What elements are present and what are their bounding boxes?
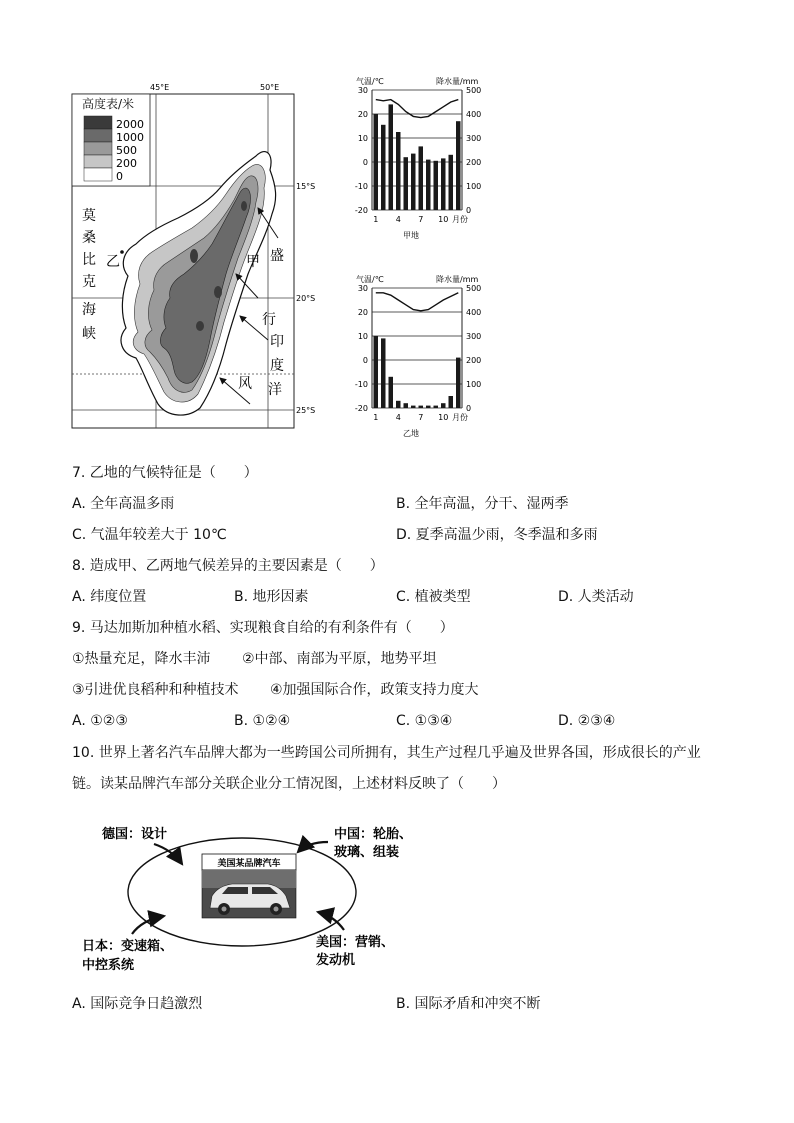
precip-bar	[449, 155, 454, 210]
q10-option-a[interactable]: A. 国际竞争日趋激烈	[72, 996, 203, 1012]
month-tick-label: 4	[395, 215, 401, 224]
svg-text:度: 度	[270, 358, 284, 374]
q9-stem: 9. 马达加斯加种植水稻、实现粮食自给的有利条件有（ ）	[72, 620, 454, 636]
precip-bar	[374, 336, 379, 408]
month-tick-label: 7	[418, 215, 424, 224]
q9-item-2: ②中部、南部为平原，地势平坦	[242, 651, 437, 667]
legend-value: 2000	[116, 118, 144, 131]
climate-chart-jia	[340, 74, 490, 246]
precip-bar	[381, 125, 386, 210]
precip-bar	[389, 104, 394, 210]
peak-2000m-4	[241, 201, 247, 211]
temp-axis-label: 气温/℃	[356, 275, 384, 284]
legend-swatch	[84, 142, 112, 155]
precip-bar	[426, 160, 431, 210]
usa-label-line1: 美国：营销、	[316, 935, 395, 950]
svg-text:莫: 莫	[82, 208, 96, 224]
precip-bar	[441, 403, 446, 408]
month-tick-label: 1	[373, 413, 379, 422]
q10-stem-line2: 链。读某品牌汽车部分关联企业分工情况图，上述材料反映了（ ）	[72, 776, 506, 792]
svg-text:盛: 盛	[270, 248, 284, 264]
legend-swatch	[84, 116, 112, 129]
q9-item-3: ③引进优良稻种和种植技术	[72, 682, 239, 698]
q8-stem: 8. 造成甲、乙两地气候差异的主要因素是（ ）	[72, 558, 384, 574]
legend-swatch	[84, 155, 112, 168]
precip-tick-label: 300	[466, 332, 482, 341]
precip-bar	[434, 161, 439, 210]
legend-value: 0	[116, 170, 123, 183]
yi-label: 乙	[106, 254, 120, 270]
center-label: 美国某品牌汽车	[217, 859, 281, 869]
legend-value: 1000	[116, 131, 144, 144]
svg-text:克: 克	[82, 274, 96, 290]
precip-bar	[404, 157, 409, 210]
temp-line	[376, 293, 459, 311]
temp-line	[376, 100, 459, 118]
precip-bar	[411, 406, 416, 408]
svg-text:比: 比	[82, 252, 96, 268]
climate-chart-yi	[340, 272, 490, 444]
legend-swatch	[84, 129, 112, 142]
q8-option-d[interactable]: D. 人类活动	[558, 589, 634, 605]
car-supply-chain-diagram	[72, 812, 432, 982]
precip-bar	[419, 146, 424, 210]
temp-tick-label: 10	[357, 332, 368, 341]
month-tick-label: 10	[438, 413, 449, 422]
legend-value: 200	[116, 157, 137, 170]
q7-option-b[interactable]: B. 全年高温，分干、湿两季	[396, 496, 569, 512]
precip-tick-label: 100	[466, 380, 482, 389]
precip-tick-label: 300	[466, 134, 482, 143]
svg-text:洋: 洋	[268, 382, 282, 398]
month-tick-label: 10	[438, 215, 449, 224]
precip-bar	[404, 403, 409, 408]
q9-option-d[interactable]: D. ②③④	[558, 713, 616, 729]
temp-tick-label: 20	[357, 308, 368, 317]
precip-axis-label: 降水量/mm	[436, 275, 479, 284]
peak-2000m-2	[214, 286, 222, 298]
usa-label-line2: 发动机	[316, 953, 356, 968]
q10-option-b[interactable]: B. 国际矛盾和冲突不断	[396, 996, 541, 1012]
precip-axis-label: 降水量/mm	[436, 77, 479, 86]
precip-bar	[449, 396, 454, 408]
precip-bar	[374, 114, 379, 210]
svg-text:印: 印	[270, 334, 284, 350]
q7-option-c[interactable]: C. 气温年较差大于 10℃	[72, 527, 227, 543]
temp-tick-label: -10	[354, 380, 368, 389]
chart-title: 乙地	[403, 429, 419, 438]
yi-point	[120, 250, 124, 254]
precip-bar	[396, 401, 401, 408]
precip-tick-label: 400	[466, 308, 482, 317]
precip-tick-label: 200	[466, 356, 482, 365]
precip-tick-label: 400	[466, 110, 482, 119]
temp-tick-label: 30	[357, 86, 368, 95]
lat-label: 20°S	[296, 294, 316, 303]
q8-option-a[interactable]: A. 纬度位置	[72, 589, 147, 605]
precip-tick-label: 500	[466, 86, 482, 95]
q9-option-b[interactable]: B. ①②④	[234, 713, 291, 729]
temp-tick-label: 30	[357, 284, 368, 293]
legend-value: 500	[116, 144, 137, 157]
germany-label: 德国：设计	[102, 827, 168, 842]
precip-bar	[396, 132, 401, 210]
q10-stem-line1: 10. 世界上著名汽车品牌大都为一些跨国公司所拥有，其生产过程几乎遍及世界各国，形成很长的产业	[72, 745, 701, 761]
month-axis-label: 月份	[452, 413, 468, 422]
japan-label-line1: 日本：变速箱、	[82, 939, 174, 954]
precip-bar	[441, 158, 446, 210]
precip-tick-label: 100	[466, 182, 482, 191]
precip-tick-label: 200	[466, 158, 482, 167]
q9-option-a[interactable]: A. ①②③	[72, 713, 128, 729]
q9-option-c[interactable]: C. ①③④	[396, 713, 453, 729]
china-label-line2: 玻璃、组装	[334, 845, 400, 860]
temp-axis-label: 气温/℃	[356, 77, 384, 86]
q8-option-b[interactable]: B. 地形因素	[234, 589, 309, 605]
lon-label: 50°E	[260, 83, 280, 92]
month-tick-label: 4	[395, 413, 401, 422]
temp-tick-label: 0	[362, 356, 368, 365]
q7-option-d[interactable]: D. 夏季高温少雨，冬季温和多雨	[396, 527, 598, 543]
month-axis-label: 月份	[452, 215, 468, 224]
q9-item-1: ①热量充足，降水丰沛	[72, 651, 211, 667]
temp-tick-label: -20	[354, 404, 368, 413]
precip-bar	[456, 121, 461, 210]
precip-bar	[419, 406, 424, 408]
temp-tick-label: -20	[354, 206, 368, 215]
svg-text:海: 海	[82, 302, 96, 318]
svg-text:桑: 桑	[82, 230, 96, 246]
precip-tick-label: 500	[466, 284, 482, 293]
q7-option-a[interactable]: A. 全年高温多雨	[72, 496, 175, 512]
legend-title: 高度表/米	[82, 97, 135, 111]
japan-label-line2: 中控系统	[82, 958, 135, 973]
peak-2000m-1	[190, 249, 198, 263]
precip-bar	[456, 358, 461, 408]
q8-option-c[interactable]: C. 植被类型	[396, 589, 471, 605]
temp-tick-label: 20	[357, 110, 368, 119]
month-tick-label: 7	[418, 413, 424, 422]
precip-tick-label: 0	[466, 404, 472, 413]
precip-tick-label: 0	[466, 206, 472, 215]
peak-2000m-3	[196, 321, 204, 331]
precip-bar	[434, 406, 439, 408]
jia-label: 甲	[246, 254, 260, 270]
car-image	[202, 870, 296, 918]
madagascar-map	[60, 78, 316, 438]
legend-swatch	[84, 168, 112, 181]
precip-bar	[381, 338, 386, 408]
q7-stem: 7. 乙地的气候特征是（ ）	[72, 465, 258, 481]
lon-label: 45°E	[150, 83, 170, 92]
china-label-line1: 中国：轮胎、	[334, 827, 413, 842]
lat-label: 15°S	[296, 182, 316, 191]
q9-item-4: ④加强国际合作，政策支持力度大	[270, 682, 479, 698]
precip-bar	[411, 154, 416, 210]
lat-label: 25°S	[296, 406, 316, 415]
chart-title: 甲地	[403, 231, 419, 240]
svg-text:峡: 峡	[82, 326, 96, 342]
svg-text:行: 行	[262, 312, 276, 328]
precip-bar	[389, 377, 394, 408]
svg-text:风: 风	[238, 376, 252, 392]
temp-tick-label: 0	[362, 158, 368, 167]
month-tick-label: 1	[373, 215, 379, 224]
temp-tick-label: -10	[354, 182, 368, 191]
precip-bar	[426, 406, 431, 408]
temp-tick-label: 10	[357, 134, 368, 143]
